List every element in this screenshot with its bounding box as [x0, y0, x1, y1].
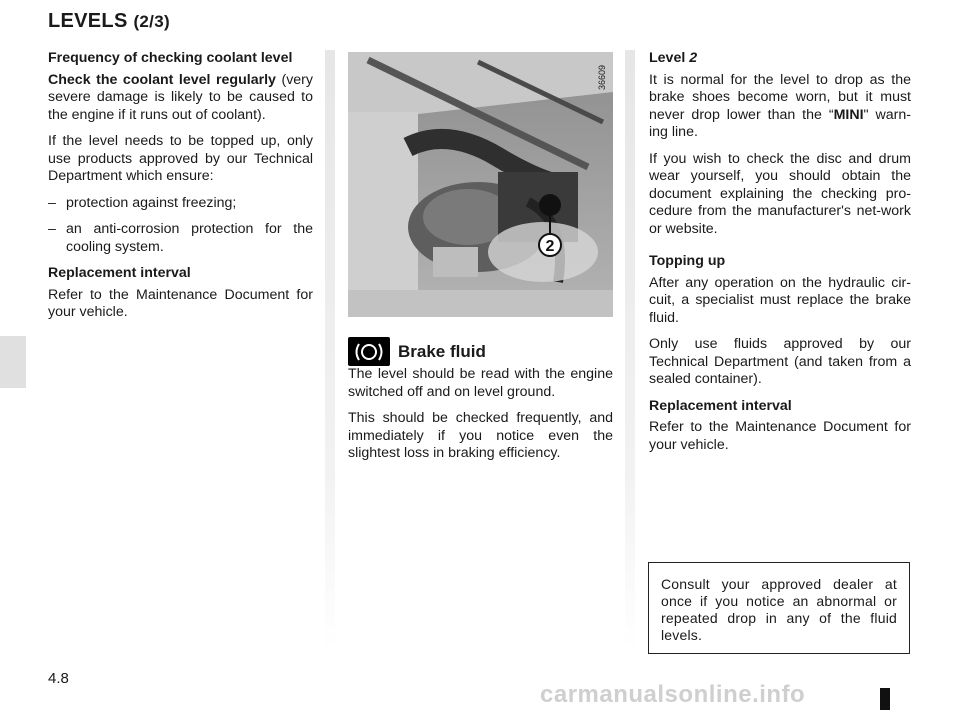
page-title: [48, 10, 170, 33]
engine-bay-illustration: [348, 52, 613, 317]
paragraph: [48, 72, 313, 125]
bullet-item: – an anti-corrosion protection for the cooling system.: [48, 221, 313, 255]
bullet-item: – protection against freezing;: [48, 195, 313, 213]
callout-number: 2: [545, 238, 555, 255]
bullet-text: protection against freezing;: [66, 194, 237, 211]
paragraph: Only use fluids approved by our Technical Department (and taken from a sealed container).: [649, 336, 911, 387]
column-divider: [625, 50, 635, 650]
paragraph-rest: (very severe damage is likely to be caused to the engine if it runs out of coolant).: [48, 71, 313, 123]
heading-topping-up: Topping up: [649, 253, 726, 269]
figure-code: 36609: [597, 64, 607, 90]
paragraph: Refer to the Maintenance Document for your vehicle.: [48, 286, 313, 320]
page-number: 4.8: [48, 670, 69, 687]
chapter-tab: [0, 336, 26, 388]
emphasis: MINI: [833, 106, 864, 123]
paragraph: It is normal for the level to drop as the brake shoes become worn, but it must never drop lower than the “MINI" warn-ing line.: [649, 71, 911, 140]
paragraph: After any operation on the hydraulic cir-cuit, a specialist must replace the brake fluid.: [649, 274, 911, 326]
corner-mark: [880, 688, 890, 710]
paragraph: This should be checked frequently, and immediately if you notice even the slightest loss in braking efficiency.: [348, 410, 613, 461]
section-title: Brake fluid: [398, 341, 486, 361]
heading-coolant-frequency: Frequency of checking coolant level: [48, 50, 293, 66]
paragraph: Refer to the Maintenance Document for your vehicle.: [649, 419, 911, 453]
column-divider: [325, 50, 335, 650]
bullet-text: an anti-corrosion protection for the cooling system.: [66, 221, 313, 255]
level-number: 2: [689, 50, 698, 66]
engine-bay-photo: [348, 52, 613, 317]
brake-warning-icon: [348, 337, 390, 366]
emphasis: Check the coolant level regularly: [48, 71, 276, 88]
note-box: Consult your approved dealer at once if you notice an abnormal or repeated drop in any of the fluid levels.: [648, 562, 910, 654]
brake-fluid-header: [348, 337, 486, 366]
heading-replacement-interval: Replacement interval: [649, 397, 792, 414]
paragraph: The level should be read with the engine switched off and on level ground.: [348, 366, 613, 400]
watermark: carmanualsonline.info: [540, 681, 806, 708]
paragraph: If you wish to check the disc and drum wear yourself, you should obtain the document explaining the checking pro-cedure from the manufacturer's net-work or website.: [649, 150, 911, 237]
right-column: [649, 50, 911, 463]
title-text: LEVELS: [48, 10, 128, 32]
heading-level: Level 2: [649, 50, 698, 66]
middle-column: [348, 366, 613, 472]
left-column: [48, 50, 313, 331]
title-subtitle: (2/3): [133, 12, 170, 31]
paragraph: If the level needs to be topped up, only use products approved by our Technical Department which ensure:: [48, 133, 313, 184]
heading-replacement-interval: Replacement interval: [48, 265, 191, 281]
